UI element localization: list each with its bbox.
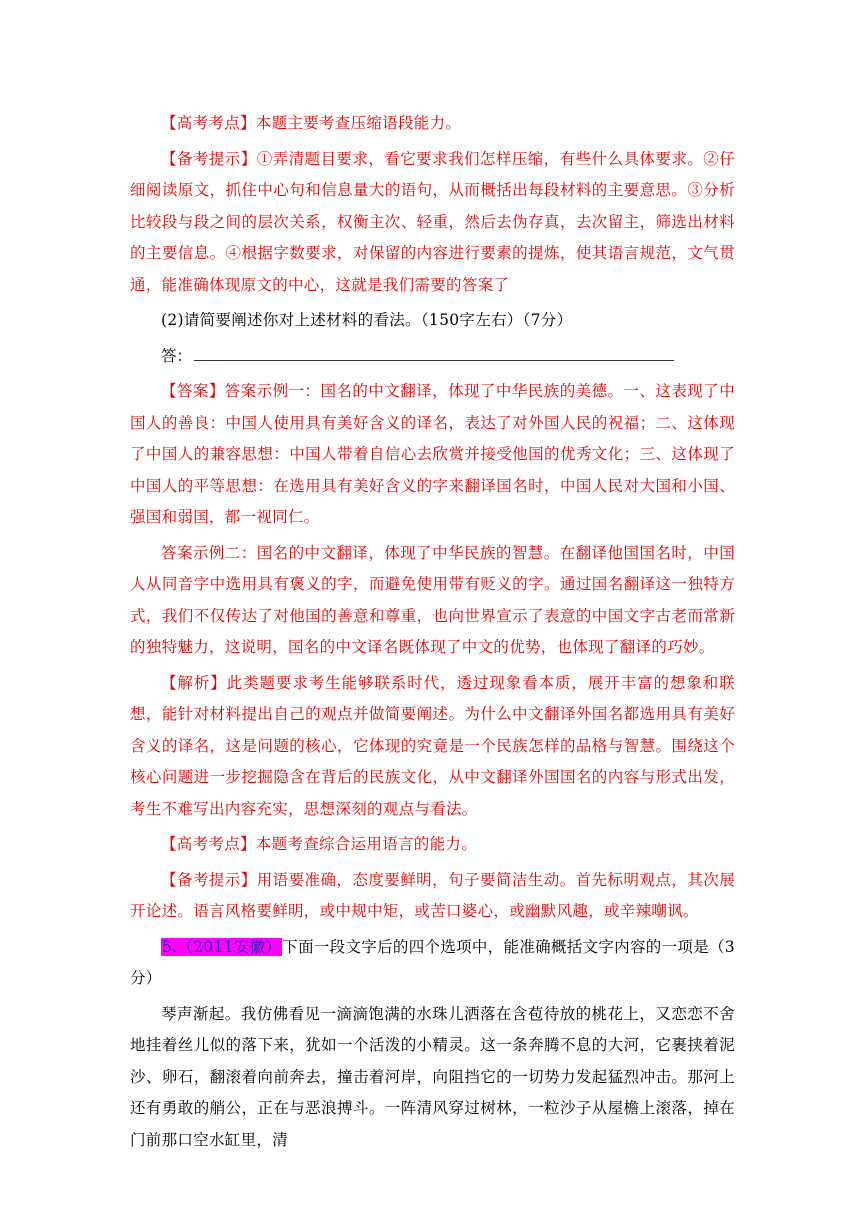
- analysis: 【解析】此类题要求考生能够联系时代，透过现象看本质，展开丰富的想象和联想，能针对材料提出自己的观点并做简要阐述。为什么中文翻译外国名都选用具有美好含义的译名，这是问题的核心，它体现的究竟是一个民族怎样的品格与智慧。围绕这个核心问题进一步挖掘隐含在背后的民族文化，从中文翻译外国国名的内容与形式出发，考生不难写出内容充实，思想深刻的观点与看法。: [130, 673, 735, 818]
- prep-tips-2: 【备考提示】用语要准确，态度要鲜明，句子要简洁生动。首先标明观点，其次展开论述。语言风格要鲜明，或中规中矩，或苦口婆心，或幽默风趣，或辛辣嘲讽。: [130, 870, 735, 920]
- question-5: [130, 932, 735, 995]
- answer-label: 答：: [161, 346, 193, 365]
- answer-example-2: 答案示例二：国名的中文翻译，体现了中华民族的智慧。在翻译他国国名时，中国人从同音字中选用具有褒义的字，而避免使用带有贬义的字。通过国名翻译这一独特方式，我们不仅传达了对他国的善意和尊重，也向世界宣示了表意的中国文字古老而常新的独特魅力，这说明，国名的中文译名既体现了中文的优势，也体现了翻译的巧妙。: [130, 543, 735, 656]
- exam-point-1: 【高考考点】本题主要考查压缩语段能力。: [161, 114, 462, 132]
- question-2: (2)请简要阐述你对上述材料的看法。（150字左右）（7分）: [161, 311, 573, 329]
- prep-tips-1: 【备考提示】①弄清题目要求，看它要求我们怎样压缩，有些什么具体要求。②仔细阅读原文，抓住中心句和信息量大的语句，从而概括出每段材料的主要意思。③分析比较段与段之间的层次关系，权衡主次、轻重，然后去伪存真，去次留主，筛选出材料的主要信息。④根据字数要求，对保留的内容进行要素的提炼，使其语言规范，文气贯通，能准确体现原文的中心，这就是我们需要的答案了: [130, 149, 735, 294]
- answer-prompt: [130, 341, 735, 373]
- document-page: [130, 108, 735, 1160]
- question-5-tag: 5.（2011安徽）: [162, 937, 282, 956]
- question-5-text: 下面一段文字后的四个选项中，能准确概括文字内容的一项是（3分）: [130, 937, 735, 987]
- exam-point-2: 【高考考点】本题考查综合运用语言的能力。: [161, 835, 478, 853]
- answer-example-1: 【答案】答案示例一：国名的中文翻译，体现了中华民族的美德。一、这表现了中国人的善良：中国人使用具有美好含义的译名，表达了对外国人民的祝福；二、这体现了中国人的兼容思想：中国人带着自信心去欣赏并接受他国的优秀文化；三、这体现了中国人的平等思想：在选用具有美好含义的字来翻译国名时，中国人民对大国和小国、强国和弱国，都一视同仁。: [130, 382, 735, 526]
- answer-blank-line: [194, 342, 674, 361]
- question-5-passage: 琴声渐起。我仿佛看见一滴滴饱满的水珠儿洒落在含苞待放的桃花上，又恋恋不舍地挂着丝儿似的落下来，犹如一个活泼的小精灵。这一条奔腾不息的大河，它裹挟着泥沙、卵石，翻滚着向前奔去，撞击着河岸，向阻挡它的一切势力发起猛烈冲击。那河上还有勇敢的艄公，正在与恶浪搏斗。一阵清风穿过树林，一粒沙子从屋檐上滚落，掉在门前那口空水缸里，清: [130, 1004, 735, 1149]
